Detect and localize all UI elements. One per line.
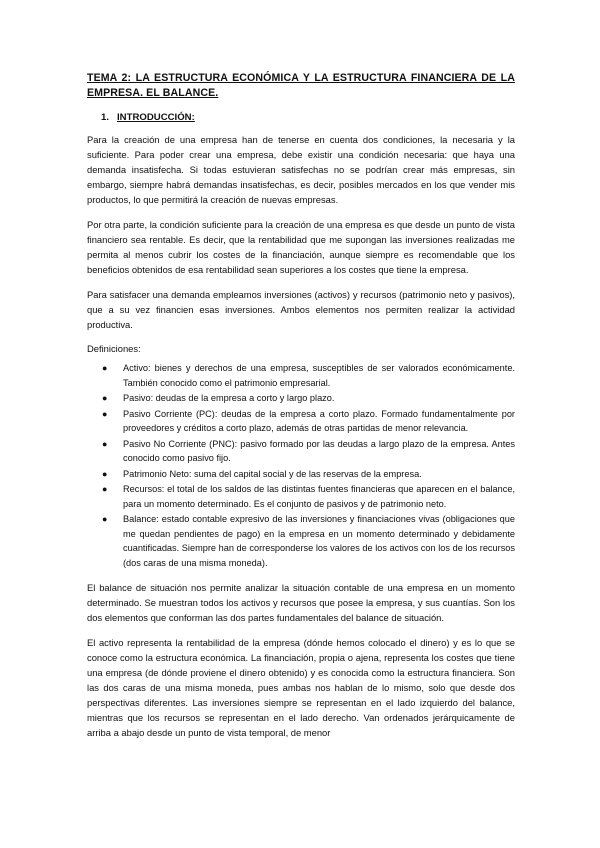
definitions-label: Definiciones: xyxy=(87,343,141,354)
bullet-icon: ● xyxy=(102,408,108,419)
list-item xyxy=(87,361,515,390)
document-title: TEMA 2: LA ESTRUCTURA ECONÓMICA Y LA ESTRUCTURA FINANCIERA DE LA EMPRESA. EL BALANCE. xyxy=(87,72,515,99)
paragraph: El activo representa la rentabilidad de la empresa (dónde hemos colocado el dinero) y es lo que se conoce como la estructura económica. La financiación, propia o ajena, representa los costes que tiene una empresa (de dónde proviene el dinero obtenido) y es conocida como la estructura financiera. Son las dos caras de una misma moneda, pues ambas nos hablan de lo mismo, solo que desde dos perspectivas diferentes. Las inversiones siempre se representan en el lado izquierdo del balance, mientras que los recursos se representan en el lado derecho. Van ordenados jerárquicamente de arriba a abajo desde un punto de vista temporal, de menor xyxy=(87,637,515,738)
list-item xyxy=(87,467,515,482)
page-content xyxy=(87,71,515,740)
section-number: 1. xyxy=(101,112,110,123)
bullet-icon: ● xyxy=(102,438,108,449)
paragraph: Por otra parte, la condición suficiente para la creación de una empresa es que desde un punto de vista financiero sea rentable. Es decir, que la rentabilidad que me supongan las inversiones realizadas me permita al menos cubrir los costes de la financiación, aunque siempre es recomendable que los beneficios obtenidos de esa rentabilidad sean superiores a los costes que tiene la empresa. xyxy=(87,219,515,275)
definition-text: Activo: bienes y derechos de una empresa, susceptibles de ser valorados económicamente. También conocido como el patrimonio empresarial. xyxy=(123,363,515,388)
list-item xyxy=(87,437,515,466)
definition-text: Pasivo Corriente (PC): deudas de la empresa a corto plazo. Formado fundamentalmente por proveedores y créditos a corto plazo, además de otras partidas de menor relevancia. xyxy=(123,408,515,433)
definition-text: Pasivo: deudas de la empresa a corto y largo plazo. xyxy=(123,393,335,403)
section-label: INTRODUCCIÓN: xyxy=(117,112,195,123)
list-item xyxy=(87,391,515,406)
paragraph: Para la creación de una empresa han de tenerse en cuenta dos condiciones, la necesaria y la suficiente. Para poder crear una empresa, debe existir una condición necesaria: que haya una demanda insatisfecha. Si todas estuvieran satisfechas no se podrían crear más empresas, sin embargo, siempre habrá demandas insatisfechas, es decir, posibles mercados en los que vender mis productos, lo que permitirá la creación de nuevas empresas. xyxy=(87,134,515,205)
bullet-icon: ● xyxy=(102,484,108,494)
paragraph: Para satisfacer una demanda empleamos inversiones (activos) y recursos (patrimonio neto y pasivos), que a su vez financien esas inversiones. Ambos elementos nos permiten realizar la actividad productiva. xyxy=(87,289,515,330)
definitions-list xyxy=(87,361,515,570)
bullet-icon: ● xyxy=(102,468,108,479)
definition-text: Pasivo No Corriente (PNC): pasivo formado por las deudas a largo plazo de la empresa. Antes conocido como pasivo fijo. xyxy=(123,438,515,463)
definition-text: Recursos: el total de los saldos de las distintas fuentes financieras que aparecen en el balance, para un momento determinado. Es el conjunto de pasivos y de patrimonio neto. xyxy=(123,484,515,509)
section-heading xyxy=(101,112,515,123)
list-item xyxy=(87,407,515,436)
bullet-icon: ● xyxy=(102,393,108,403)
bullet-icon: ● xyxy=(102,363,108,373)
definition-text: Patrimonio Neto: suma del capital social y de las reservas de la empresa. xyxy=(123,468,422,479)
list-item xyxy=(87,512,515,570)
list-item xyxy=(87,482,515,511)
paragraph: El balance de situación nos permite analizar la situación contable de una empresa en un momento determinado. Se muestran todos los activos y recursos que posee la empresa, y sus cuantías. Son los dos elementos que conforman las dos partes fundamentales del balance de situación. xyxy=(87,582,515,623)
bullet-icon: ● xyxy=(102,514,108,524)
definition-text: Balance: estado contable expresivo de las inversiones y financiaciones vivas (obligaciones que me quedan pendientes de pago) en la empresa en un momento determinado y debidamente cuantificadas. Siempre han de corresponderse los valores de los activos con los de los recursos (dos caras de una misma moneda). xyxy=(123,514,515,568)
